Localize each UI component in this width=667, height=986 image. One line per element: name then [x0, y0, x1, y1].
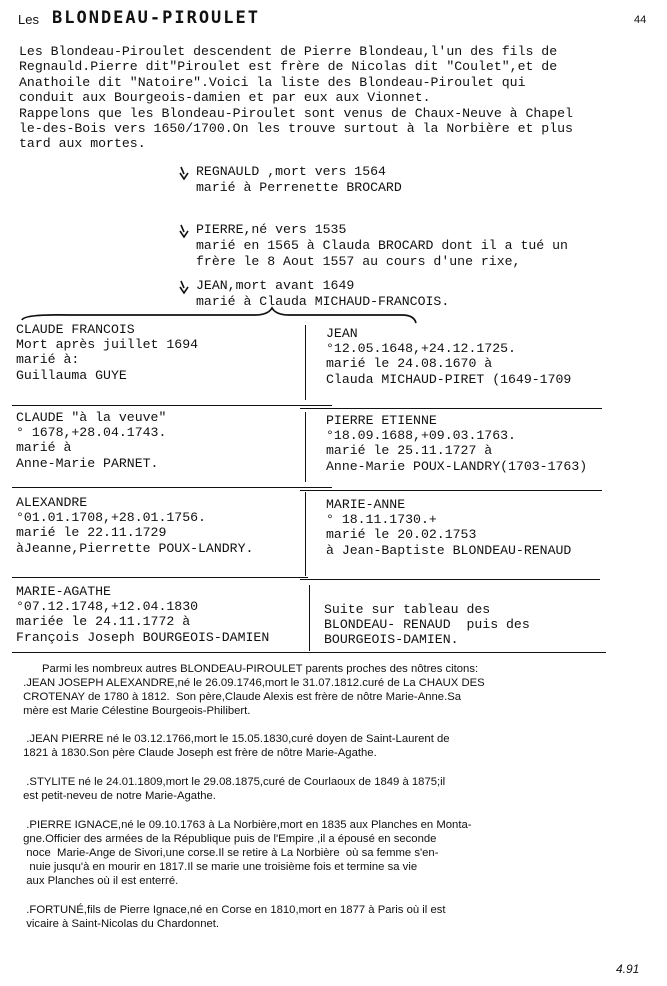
generation-line: JEAN,mort avant 1649	[196, 278, 355, 293]
cell-line: ° 1678,+28.04.1743.	[16, 425, 167, 441]
relatives-section	[20, 662, 640, 946]
handwritten-date: 4.91	[616, 962, 640, 976]
cell-line: Guillauma GUYE	[16, 367, 127, 383]
cell-line: mariée le 24.11.1772 à	[16, 614, 191, 630]
person-claude-francois	[16, 322, 198, 383]
paragraph-pierre-ignace	[20, 818, 640, 888]
generation-line: REGNAULD ,mort vers 1564	[196, 164, 386, 179]
cell-line: Clauda MICHAUD-PIRET (1649-1709	[326, 371, 572, 387]
cell-line: CLAUDE FRANCOIS	[16, 322, 135, 337]
paragraph-line: noce Marie-Ange de Sivori,une corse.Il se retire à La Norbière où sa femme s'en-	[20, 847, 439, 859]
generation-regnauld	[196, 164, 402, 196]
paragraph-fortune	[20, 903, 640, 931]
paragraph-jean-pierre	[20, 732, 640, 760]
cell-line: marié le 24.08.1670 à	[326, 356, 493, 372]
cell-line: Mort après juillet 1694	[16, 337, 199, 353]
paragraph-line: .JEAN JOSEPH ALEXANDRE,né le 26.09.1746,mort le 31.07.1812.curé de La CHAUX DES	[20, 677, 485, 689]
intro-line: Regnauld.Pierre dit"Piroulet est frère de Nicolas dit "Coulet",et de	[19, 59, 558, 75]
paragraph-line: Parmi les nombreux autres BLONDEAU-PIROULET parents proches des nôtres citons:	[20, 663, 479, 675]
page-number: 44	[634, 14, 647, 26]
cell-line: °12.05.1648,+24.12.1725.	[326, 341, 516, 357]
generation-line: marié à Clauda MICHAUD-FRANCOIS.	[196, 294, 450, 309]
cell-line: marié à	[16, 440, 72, 456]
cell-line: marié à:	[16, 352, 80, 368]
grid-divider	[300, 408, 602, 409]
generation-pierre	[196, 222, 568, 270]
intro-line: Les Blondeau-Piroulet descendent de Pierre Blondeau,l'un des fils de	[19, 44, 558, 59]
grid-column-divider	[305, 412, 306, 482]
grid-divider	[300, 579, 600, 580]
paragraph-line: .STYLITE né le 24.01.1809,mort le 29.08.1875,curé de Courlaoux de 1849 à 1875;il	[20, 776, 446, 788]
person-alexandre	[16, 495, 253, 556]
cell-line: ALEXANDRE	[16, 495, 88, 510]
intro-line: Rappelons que les Blondeau-Piroulet sont venus de Chaux-Neuve à Chapel	[19, 105, 573, 121]
cell-line: CLAUDE "à la veuve"	[16, 410, 167, 425]
paragraph-line: mère est Marie Célestine Bourgeois-Philibert.	[20, 705, 251, 717]
arrow-down-icon	[178, 166, 190, 180]
generation-line: marié à Perrenette BROCARD	[196, 180, 402, 195]
paragraph-line: .JEAN PIERRE né le 03.12.1766,mort le 15.05.1830,curé doyen de Saint-Laurent de	[20, 733, 450, 745]
grid-column-divider	[305, 325, 306, 400]
generation-line: marié en 1565 à Clauda BROCARD dont il a tué un	[196, 238, 568, 253]
grid-column-divider	[305, 492, 306, 576]
cell-line: JEAN	[326, 326, 358, 341]
cell-line: ° 18.11.1730.+	[326, 512, 437, 528]
person-jean	[326, 326, 571, 387]
intro-line: tard aux mortes.	[19, 136, 146, 152]
cell-line: Anne-Marie POUX-LANDRY(1703-1763)	[326, 458, 588, 474]
cell-line: François Joseph BOURGEOIS-DAMIEN	[16, 629, 270, 645]
arrow-down-icon	[178, 280, 190, 294]
paragraph-line: .FORTUNÉ,fils de Pierre Ignace,né en Corse en 1810,mort en 1877 à Paris où il est	[20, 904, 446, 916]
continuation-note	[324, 602, 530, 648]
grid-column-divider	[309, 585, 310, 651]
cell-line: MARIE-ANNE	[326, 497, 406, 512]
generation-line: frère le 8 Aout 1557 au cours d'une rixe,	[196, 254, 521, 269]
grid-divider	[300, 490, 602, 491]
cell-line: °07.12.1748,+12.04.1830	[16, 599, 199, 615]
paragraph-line: nuie jusqu'à en mourir en 1817.Il se marie une troisième fois et termine sa vie	[20, 861, 418, 873]
intro-line: le-des-Bois vers 1650/1700.On les trouve surtout à la Norbière et plus	[19, 121, 573, 137]
cell-line: marié le 20.02.1753	[326, 527, 477, 543]
grid-divider	[308, 652, 606, 653]
cell-line: °01.01.1708,+28.01.1756.	[16, 510, 206, 526]
person-claude-a-la-veuve	[16, 410, 166, 471]
paragraph-line: CROTENAY de 1780 à 1812. Son père,Claude Alexis est frère de nôtre Marie-Anne.Sa	[20, 691, 462, 703]
page-title: BLONDEAU-PIROULET	[52, 8, 260, 28]
cell-line: °18.09.1688,+09.03.1763.	[326, 428, 516, 444]
intro-line: Anathoile dit "Natoire".Voici la liste des Blondeau-Piroulet qui	[19, 74, 526, 90]
person-marie-agathe	[16, 584, 269, 645]
paragraph-line: 1821 à 1830.Son père Claude Joseph est frère de nôtre Marie-Agathe.	[20, 747, 377, 759]
person-marie-anne	[326, 497, 571, 558]
cell-line: PIERRE ETIENNE	[326, 413, 437, 428]
intro-line: conduit aux Bourgeois-damien et par eux aux Vionnet.	[19, 90, 431, 106]
paragraph-line: aux Planches où il est enterré.	[20, 875, 179, 887]
grid-divider	[12, 577, 308, 578]
paragraph-line: gne.Officier des armées de la République puis de l'Empire ,il a épousé en seconde	[20, 833, 437, 845]
grid-divider	[12, 487, 332, 488]
paragraph-line: vicaire à Saint-Nicolas du Chardonnet.	[20, 918, 220, 930]
cell-line: MARIE-AGATHE	[16, 584, 111, 599]
cell-line: Anne-Marie PARNET.	[16, 455, 159, 471]
header-prefix: Les	[18, 12, 39, 27]
arrow-down-icon	[178, 224, 190, 238]
grid-divider	[12, 405, 332, 406]
person-pierre-etienne	[326, 413, 587, 474]
cell-line: Suite sur tableau des	[324, 602, 491, 617]
cell-line: BLONDEAU- RENAUD puis des	[324, 617, 530, 633]
paragraph-line: .PIERRE IGNACE,né le 09.10.1763 à La Norbière,mort en 1835 aux Planches en Monta-	[20, 819, 472, 831]
grid-divider	[12, 652, 308, 653]
paragraph-line: est petit-neveu de notre Marie-Agathe.	[20, 790, 216, 802]
cell-line: àJeanne,Pierrette POUX-LANDRY.	[16, 540, 254, 556]
generation-line: PIERRE,né vers 1535	[196, 222, 347, 237]
cell-line: marié le 25.11.1727 à	[326, 443, 493, 459]
cell-line: à Jean-Baptiste BLONDEAU-RENAUD	[326, 542, 572, 558]
paragraph-jean-joseph-alexandre	[20, 662, 640, 718]
intro-paragraph	[19, 44, 573, 152]
cell-line: marié le 22.11.1729	[16, 525, 167, 541]
paragraph-stylite	[20, 775, 640, 803]
cell-line: BOURGEOIS-DAMIEN.	[324, 632, 459, 648]
